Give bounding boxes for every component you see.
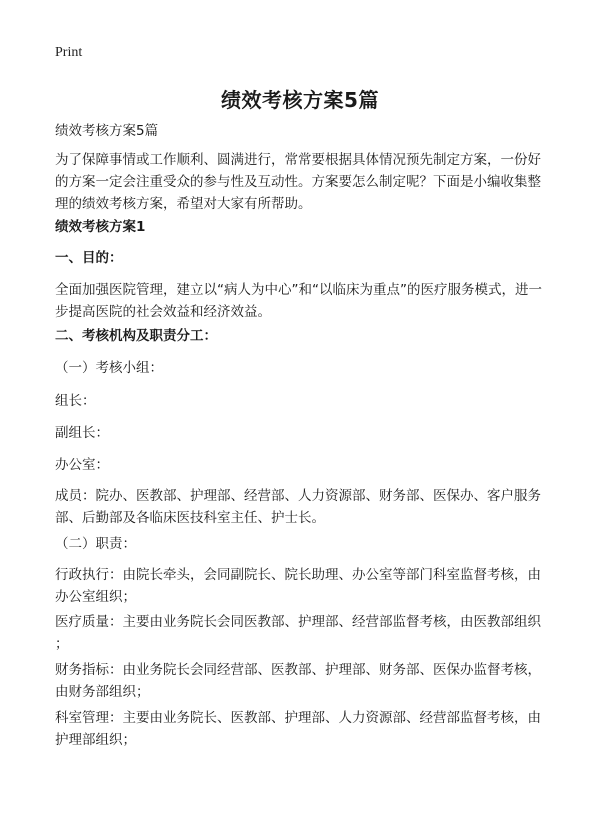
duties-heading: （二）职责： (55, 536, 136, 552)
members-paragraph (55, 485, 555, 529)
org-heading: 二、考核机构及职责分工： (55, 328, 217, 344)
financial-line: 由财务部组织； (55, 684, 150, 700)
purpose-paragraph (55, 279, 555, 323)
deputy-leader-line: 副组长： (55, 425, 109, 441)
purpose-line: 全面加强医院管理，建立以“病人为中心”和“以临床为重点”的医疗服务模式，进一 (55, 282, 542, 298)
admin-exec-paragraph (55, 564, 555, 608)
medical-quality-line: ； (55, 636, 69, 652)
subtitle: 绩效考核方案5篇 (55, 123, 159, 139)
members-line: 成员：院办、医教部、护理部、经营部、人力资源部、财务部、医保办、客户服务 (55, 488, 541, 504)
members-line: 部、后勤部及各临床医技科室主任、护士长。 (55, 510, 325, 526)
intro-line: 的方案一定会注重受众的参与性及互动性。方案要怎么制定呢？下面是小编收集整 (55, 174, 541, 190)
page-title: 绩效考核方案5篇 (221, 88, 379, 112)
group-heading: （一）考核小组： (55, 360, 163, 376)
dept-mgmt-line: 科室管理：主要由业务院长、医教部、护理部、人力资源部、经营部监督考核，由 (55, 710, 541, 726)
intro-line: 理的绩效考核方案，希望对大家有所帮助。 (55, 196, 312, 212)
purpose-heading: 一、目的： (55, 250, 123, 266)
intro-line: 为了保障事情或工作顺利、圆满进行，常常要根据具体情况预先制定方案，一份好 (55, 152, 541, 168)
dept-mgmt-line: 护理部组织； (55, 732, 136, 748)
medical-quality-paragraph (55, 611, 555, 655)
office-line: 办公室： (55, 457, 109, 473)
purpose-line: 步提高医院的社会效益和经济效益。 (55, 304, 271, 320)
admin-exec-line: 办公室组织； (55, 589, 136, 605)
financial-line: 财务指标：由业务院长会同经营部、医教部、护理部、财务部、医保办监督考核， (55, 662, 541, 678)
print-link[interactable]: Print (55, 45, 83, 60)
intro-paragraph (55, 149, 555, 215)
leader-line: 组长： (55, 393, 96, 409)
admin-exec-line: 行政执行：由院长牵头，会同副院长、院长助理、办公室等部门科室监督考核，由 (55, 567, 541, 583)
medical-quality-line: 医疗质量：主要由业务院长会同医教部、护理部、经营部监督考核，由医教部组织 (55, 614, 541, 630)
financial-paragraph (55, 659, 555, 703)
dept-mgmt-paragraph (55, 707, 555, 751)
section-heading: 绩效考核方案1 (55, 219, 146, 235)
